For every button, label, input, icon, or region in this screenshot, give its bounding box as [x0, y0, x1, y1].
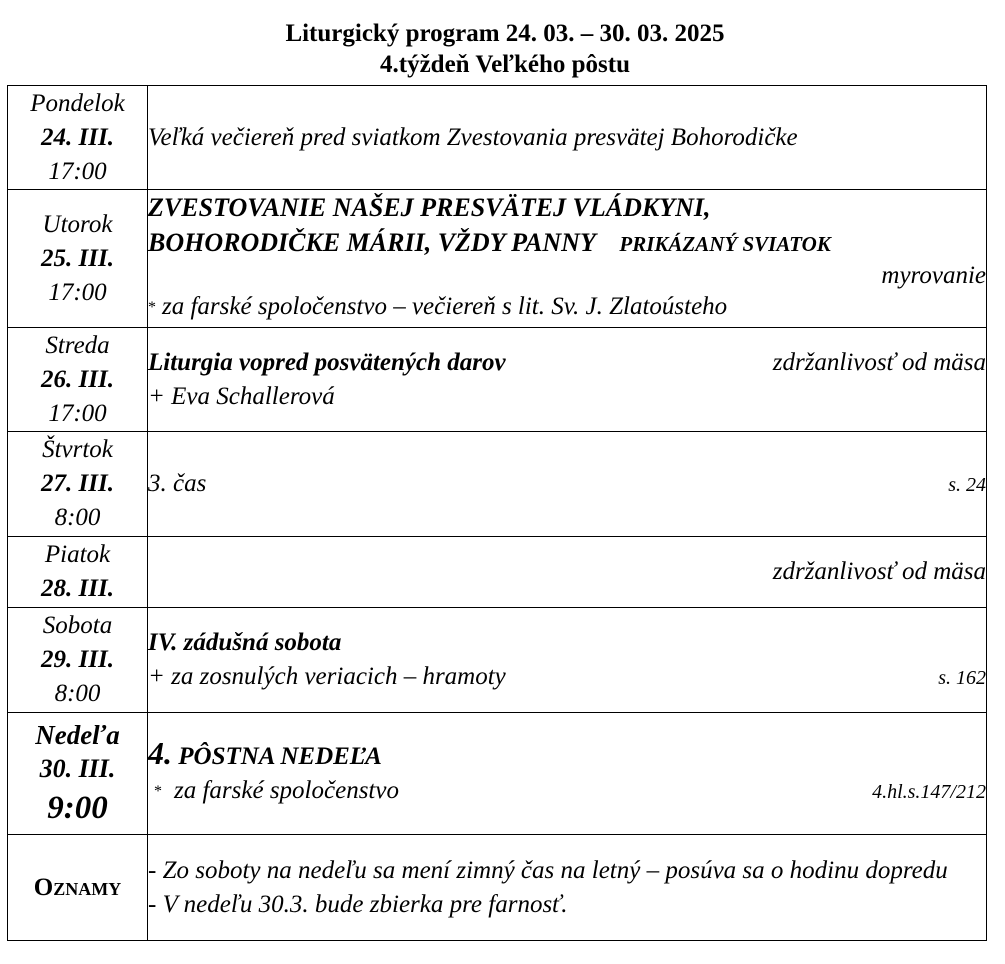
announcements-cell — [148, 835, 987, 941]
service-line — [148, 346, 986, 380]
table-row — [8, 432, 987, 537]
feast-title-line2 — [148, 225, 986, 262]
service-line — [148, 467, 986, 502]
asterisk-icon: * — [148, 299, 156, 316]
day-cell — [8, 713, 148, 835]
page-ref: s. 24 — [948, 473, 986, 496]
asterisk-icon: * — [154, 783, 162, 800]
day-date: 25. III. — [41, 244, 114, 272]
intention-line — [148, 660, 986, 695]
page-header — [0, 18, 1005, 80]
day-time: 8:00 — [54, 504, 101, 531]
day-cell — [8, 537, 148, 608]
day-date: 24. III. — [41, 123, 114, 151]
day-date: 30. III. — [39, 753, 116, 783]
day-time: 8:00 — [54, 680, 101, 707]
day-cell — [8, 190, 148, 328]
page-ref: s. 162 — [938, 666, 986, 689]
day-time: 17:00 — [48, 278, 107, 306]
program-table — [7, 85, 987, 941]
service-text: Veľká večiereň pred sviatkom Zvestovania presvätej Bohorodičke — [148, 123, 798, 151]
right-note: myrovanie — [881, 262, 986, 289]
feast-tag: PRIKÁZANÝ SVIATOK — [619, 232, 831, 256]
day-name: Štvrtok — [42, 436, 113, 463]
right-note: zdržanlivosť od mäsa — [772, 558, 986, 585]
sunday-title — [148, 736, 986, 774]
day-name: Pondelok — [30, 89, 125, 117]
page-title: Liturgický program 24. 03. – 30. 03. 2025 — [285, 20, 725, 47]
content-cell — [148, 190, 987, 328]
service-title: Liturgia vopred posvätených darov — [148, 348, 506, 376]
announcements-label: Oznamy — [8, 835, 148, 941]
day-date: 28. III. — [41, 575, 114, 602]
day-cell — [8, 608, 148, 713]
day-cell — [8, 432, 148, 537]
intention-line — [148, 774, 986, 811]
feast-title-line1: ZVESTOVANIE NAŠEJ PRESVÄTEJ VLÁDKYNI, — [148, 193, 711, 222]
table-row — [8, 190, 987, 328]
day-cell — [8, 328, 148, 432]
content-cell — [148, 537, 987, 608]
service-text: 3. čas — [148, 469, 207, 497]
intention-text: za farské spoločenstvo — [174, 777, 399, 804]
page-subtitle: 4.týždeň Veľkého pôstu — [380, 51, 630, 78]
day-date: 27. III. — [41, 470, 114, 497]
table-row — [8, 537, 987, 608]
right-note: zdržanlivosť od mäsa — [772, 348, 986, 376]
table-row — [8, 835, 987, 941]
day-time: 17:00 — [48, 399, 107, 427]
day-name: Utorok — [42, 210, 113, 238]
page-ref: 4.hl.s.147/212 — [872, 781, 986, 803]
day-name: Streda — [45, 331, 110, 359]
day-time: 9:00 — [47, 789, 108, 826]
content-cell — [148, 432, 987, 537]
service-title: IV. zádušná sobota — [148, 628, 342, 656]
day-date: 26. III. — [41, 365, 114, 393]
announcement-item: - Zo soboty na nedeľu sa mení zimný čas na letný – posúva sa o hodinu dopredu — [148, 856, 948, 884]
announcement-item: - V nedeľu 30.3. bude zbierka pre farnosť. — [148, 890, 568, 918]
intention-text: za farské spoločenstvo – večiereň s lit. Sv. J. Zlatoústeho — [162, 293, 728, 320]
table-row — [8, 713, 987, 835]
intention-text: + Eva Schallerová — [148, 382, 335, 410]
day-date: 29. III. — [41, 646, 114, 673]
content-cell — [148, 328, 987, 432]
feast-title-text: BOHORODIČKE MÁRII, VŽDY PANNY — [148, 228, 595, 257]
sunday-title-text: PÔSTNA NEDEĽA — [178, 743, 382, 770]
table-row — [8, 86, 987, 190]
day-time: 17:00 — [48, 157, 107, 185]
day-name: Sobota — [42, 612, 113, 639]
sunday-number: 4. — [148, 735, 172, 771]
day-cell — [8, 86, 148, 190]
intention-text: + za zosnulých veriacich – hramoty — [148, 662, 506, 690]
day-name: Piatok — [44, 541, 111, 568]
table-row — [8, 328, 987, 432]
day-name: Nedeľa — [35, 719, 120, 750]
content-cell — [148, 86, 987, 190]
content-cell — [148, 713, 987, 835]
intention-line — [148, 290, 986, 327]
content-cell — [148, 608, 987, 713]
table-row — [8, 608, 987, 713]
